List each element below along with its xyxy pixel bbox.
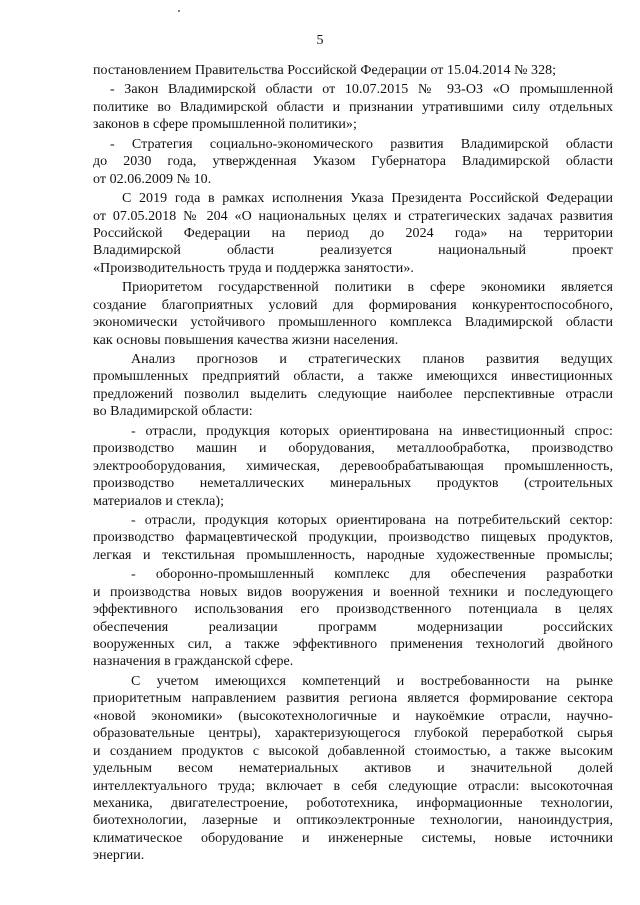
- text-line: эффективного использования его производственного потенциала в целях: [93, 602, 613, 618]
- text-line: и производства новых видов вооружения и военной техники и последующего: [93, 584, 613, 600]
- text-line: механика, двигателестроение, робототехника, информационные технологии,: [93, 795, 613, 811]
- text-line: производство машин и оборудования, металлообработка, производство: [93, 441, 613, 457]
- text-line: образовательные центры), характеризующегося глубокой переработкой сырья: [93, 726, 613, 742]
- text-line: энергии.: [93, 848, 145, 864]
- text-line: - Закон Владимирской области от 10.07.2015 № 93-ОЗ «О промышленной: [110, 82, 613, 98]
- text-line: электрооборудования, химическая, деревообрабатывающая промышленность,: [93, 458, 613, 474]
- text-line: до 2030 года, утвержденная Указом Губернатора Владимирской области: [93, 154, 613, 170]
- text-line: Российской Федерации на период до 2024 года» на территории: [93, 225, 613, 241]
- text-line: материалов и стекла);: [93, 493, 225, 509]
- page-number: 5: [316, 33, 324, 48]
- text-line: законов в сфере промышленной политики»;: [93, 117, 357, 133]
- text-line: интеллектуального труда; включает в себя следующие отрасли: высокоточная: [93, 778, 613, 794]
- scan-speck: [178, 10, 180, 12]
- text-line: назначения в гражданской сфере.: [93, 654, 294, 670]
- text-line: от 02.06.2009 № 10.: [93, 171, 212, 187]
- text-line: Анализ прогнозов и стратегических планов развития ведущих: [131, 352, 613, 367]
- text-line: «новой экономики» (высокотехнологичные и наукоёмкие отрасли, научно-: [93, 708, 613, 724]
- text-line: - отрасли, продукция которых ориентирована на инвестиционный спрос:: [131, 423, 613, 439]
- text-line: промышленных предприятий области, а также имеющихся инвестиционных: [93, 369, 613, 385]
- text-line: удельным весом нематериальных активов и значительной долей: [93, 761, 613, 777]
- text-line: создание благоприятных условий для формирования конкурентоспособного,: [93, 297, 613, 313]
- text-line: обеспечения реализации программ модернизации российских: [93, 619, 613, 635]
- text-line: С учетом имеющихся компетенций и востребованности на рынке: [131, 673, 613, 689]
- text-line: приоритетным направлением развития региона является формирование сектора: [93, 691, 613, 707]
- text-line: - Стратегия социально-экономического развития Владимирской области: [110, 136, 613, 152]
- text-line: экономически устойчивого промышленного комплекса Владимирской области: [93, 315, 613, 331]
- text-line: Приоритетом государственной политики в сфере экономики является: [122, 280, 613, 296]
- text-line: легкая и текстильная промышленность, народные художественные промыслы;: [93, 547, 613, 563]
- text-line: «Производительность труда и поддержка занятости».: [93, 260, 414, 276]
- text-line: климатическое оборудование и инженерные системы, новые источники: [93, 830, 613, 846]
- text-line: во Владимирской области:: [93, 404, 253, 420]
- text-line: политике во Владимирской области и признании утратившими силу отдельных: [93, 99, 613, 115]
- text-line: как основы повышения качества жизни населения.: [93, 332, 399, 348]
- text-line: - оборонно-промышленный комплекс для обеспечения разработки: [131, 567, 613, 583]
- text-line: биотехнологии, лазерные и оптикоэлектронные технологии, наноиндустрия,: [93, 813, 613, 829]
- text-line: - отрасли, продукция которых ориентирована на потребительский сектор:: [131, 512, 613, 528]
- text-line: производство фармацевтической продукции, производство пищевых продуктов,: [93, 530, 613, 546]
- text-line: и созданием продуктов с высокой добавленной стоимостью, а также высоким: [93, 743, 613, 759]
- text-line: производство неметаллических минеральных продуктов (строительных: [93, 476, 613, 492]
- text-line: С 2019 года в рамках исполнения Указа Президента Российской Федерации: [122, 191, 613, 207]
- body-text: [93, 62, 613, 865]
- text-line: Владимирской области реализуется национальный проект: [93, 243, 613, 259]
- text-line: предложений позволил выделить следующие наиболее перспективные отрасли: [93, 386, 613, 402]
- text-line: постановлением Правительства Российской Федерации от 15.04.2014 № 328;: [93, 63, 557, 78]
- text-line: от 07.05.2018 № 204 «О национальных целях и стратегических задачах развития: [93, 208, 613, 224]
- text-line: вооруженных сил, а также эффективного применения технологий двойного: [93, 637, 613, 652]
